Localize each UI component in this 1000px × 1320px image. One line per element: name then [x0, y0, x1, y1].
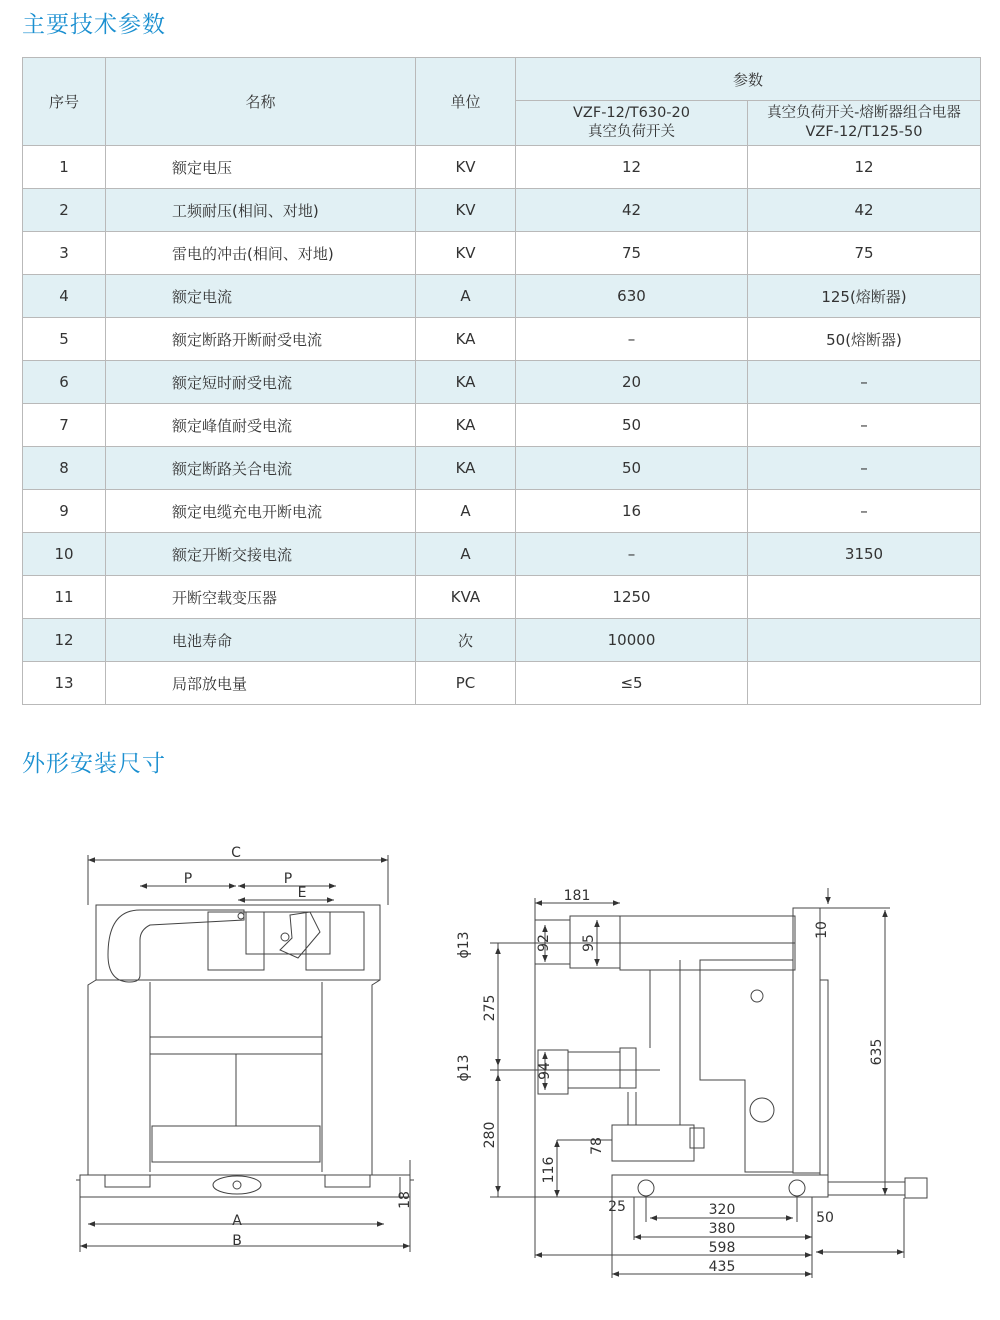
cell-no: 5: [23, 318, 106, 361]
cell-unit: A: [416, 275, 516, 318]
cell-no: 9: [23, 490, 106, 533]
cell-a: 1250: [516, 576, 748, 619]
label-phi13-top: ϕ13: [456, 931, 472, 959]
cell-no: 1: [23, 146, 106, 189]
table-row: [23, 232, 981, 275]
label-E: E: [297, 885, 307, 901]
header-params: 参数: [516, 58, 981, 101]
cell-b: –: [748, 404, 981, 447]
label-C: C: [231, 845, 241, 861]
table-row: [23, 146, 981, 189]
table-row: [23, 576, 981, 619]
cell-name: 电池寿命: [106, 619, 416, 662]
cell-a: 42: [516, 189, 748, 232]
label-181: 181: [563, 888, 591, 904]
table-row: [23, 490, 981, 533]
cell-name: 额定开断交接电流: [106, 533, 416, 576]
side-plate: [700, 960, 793, 1172]
front-mech-center: [246, 912, 330, 954]
section-title-params: 主要技术参数: [22, 12, 166, 38]
cell-b: 50(熔断器): [748, 318, 981, 361]
side-frame-rail: [820, 980, 828, 1175]
cell-unit: KA: [416, 318, 516, 361]
header-col-a: [516, 101, 748, 146]
front-base-eye: [213, 1176, 261, 1194]
front-base-slot-left: [105, 1175, 150, 1187]
cell-unit: KV: [416, 232, 516, 275]
cell-a: –: [516, 318, 748, 361]
side-actuator-cap: [690, 1128, 704, 1148]
front-latch-pin: [281, 933, 289, 941]
installation-drawings: [0, 820, 1000, 1320]
label-B: B: [232, 1233, 242, 1249]
label-275: 275: [482, 994, 498, 1022]
table-row: [23, 189, 981, 232]
cell-unit: KV: [416, 189, 516, 232]
side-view-drawing: [490, 888, 927, 1278]
side-bottom-flange: [620, 1048, 636, 1088]
table-row: [23, 619, 981, 662]
cell-b: 42: [748, 189, 981, 232]
cell-b: [748, 619, 981, 662]
label-A: A: [232, 1213, 242, 1229]
side-hole-mid: [750, 1098, 774, 1122]
cell-no: 7: [23, 404, 106, 447]
cell-unit: 次: [416, 619, 516, 662]
label-380: 380: [708, 1221, 736, 1237]
cell-unit: KA: [416, 361, 516, 404]
header-col-a-line2: 真空负荷开关: [588, 124, 675, 140]
cell-b: 3150: [748, 533, 981, 576]
label-280: 280: [482, 1121, 498, 1149]
table-row: [23, 662, 981, 705]
cell-b: 12: [748, 146, 981, 189]
side-spring: [628, 1092, 636, 1125]
side-wheel-right: [789, 1180, 805, 1196]
front-view-labels: [184, 845, 413, 1249]
cell-name: 工频耐压(相间、对地): [106, 189, 416, 232]
header-col-b-line2: VZF-12/T125-50: [805, 124, 923, 140]
label-P2: P: [283, 871, 293, 887]
side-wheel-left: [638, 1180, 654, 1196]
header-unit: 单位: [416, 58, 516, 146]
header-col-b-line1: 真空负荷开关-熔断器组合电器: [767, 105, 961, 121]
cell-a: 12: [516, 146, 748, 189]
cell-no: 11: [23, 576, 106, 619]
side-base: [612, 1175, 828, 1197]
cell-no: 2: [23, 189, 106, 232]
table-row: [23, 447, 981, 490]
cell-no: 4: [23, 275, 106, 318]
label-10: 10: [814, 921, 830, 939]
cell-no: 8: [23, 447, 106, 490]
drawings-svg: [0, 820, 1000, 1320]
cell-a: 630: [516, 275, 748, 318]
table-row: [23, 361, 981, 404]
table-row: [23, 533, 981, 576]
cell-no: 6: [23, 361, 106, 404]
front-latch: [280, 912, 320, 958]
front-lower-panel: [152, 1126, 320, 1162]
cell-a: 50: [516, 447, 748, 490]
cell-name: 额定断路关合电流: [106, 447, 416, 490]
side-frame: [793, 908, 820, 1173]
cell-unit: KV: [416, 146, 516, 189]
label-116: 116: [541, 1156, 557, 1184]
cell-a: 10000: [516, 619, 748, 662]
table-row: [23, 404, 981, 447]
cell-a: 75: [516, 232, 748, 275]
cell-name: 额定断路开断耐受电流: [106, 318, 416, 361]
cell-unit: A: [416, 533, 516, 576]
header-name: 名称: [106, 58, 416, 146]
cell-unit: PC: [416, 662, 516, 705]
header-col-a-line1: VZF-12/T630-20: [573, 105, 690, 121]
header-col-b: [748, 101, 981, 146]
cell-a: –: [516, 533, 748, 576]
front-pin: [238, 913, 244, 919]
cell-unit: A: [416, 490, 516, 533]
cell-b: [748, 662, 981, 705]
cell-name: 额定峰值耐受电流: [106, 404, 416, 447]
cell-unit: KVA: [416, 576, 516, 619]
front-body-outline: [88, 905, 380, 1175]
side-hole-top: [751, 990, 763, 1002]
cell-b: 75: [748, 232, 981, 275]
label-18: 18: [397, 1191, 413, 1209]
cell-unit: KA: [416, 447, 516, 490]
section-title-dimensions: 外形安装尺寸: [22, 751, 166, 777]
cell-a: 20: [516, 361, 748, 404]
cell-a: 16: [516, 490, 748, 533]
front-handle: [108, 910, 244, 982]
front-base-slot-right: [325, 1175, 370, 1187]
label-320: 320: [708, 1202, 736, 1218]
cell-b: [748, 576, 981, 619]
label-95: 95: [581, 934, 597, 952]
side-actuator: [612, 1125, 694, 1161]
cell-b: –: [748, 447, 981, 490]
side-rail-end: [905, 1178, 927, 1198]
table-row: [23, 275, 981, 318]
label-435: 435: [708, 1259, 736, 1275]
cell-no: 3: [23, 232, 106, 275]
cell-no: 13: [23, 662, 106, 705]
cell-name: 开断空载变压器: [106, 576, 416, 619]
label-92: 92: [536, 934, 552, 952]
front-crossbar: [150, 1037, 322, 1054]
front-base-eye-center: [233, 1181, 241, 1189]
cell-b: –: [748, 361, 981, 404]
cell-unit: KA: [416, 404, 516, 447]
cell-name: 额定电流: [106, 275, 416, 318]
cell-name: 额定短时耐受电流: [106, 361, 416, 404]
cell-name: 局部放电量: [106, 662, 416, 705]
cell-name: 额定电缆充电开断电流: [106, 490, 416, 533]
label-P1: P: [183, 871, 193, 887]
label-25: 25: [608, 1199, 626, 1215]
cell-no: 12: [23, 619, 106, 662]
label-phi13-bottom: ϕ13: [456, 1054, 472, 1082]
label-635: 635: [869, 1038, 885, 1066]
cell-name: 额定电压: [106, 146, 416, 189]
spec-table: [22, 57, 981, 705]
label-598: 598: [708, 1240, 736, 1256]
side-view-labels: [456, 888, 885, 1275]
cell-name: 雷电的冲击(相间、对地): [106, 232, 416, 275]
label-50: 50: [816, 1210, 834, 1226]
side-rail-rod: [828, 1182, 905, 1195]
label-94: 94: [537, 1062, 553, 1080]
header-no: 序号: [23, 58, 106, 146]
cell-no: 10: [23, 533, 106, 576]
cell-b: 125(熔断器): [748, 275, 981, 318]
table-row: [23, 318, 981, 361]
cell-a: ≤5: [516, 662, 748, 705]
label-78: 78: [589, 1137, 605, 1155]
front-view-drawing: [76, 855, 414, 1252]
cell-b: –: [748, 490, 981, 533]
cell-a: 50: [516, 404, 748, 447]
